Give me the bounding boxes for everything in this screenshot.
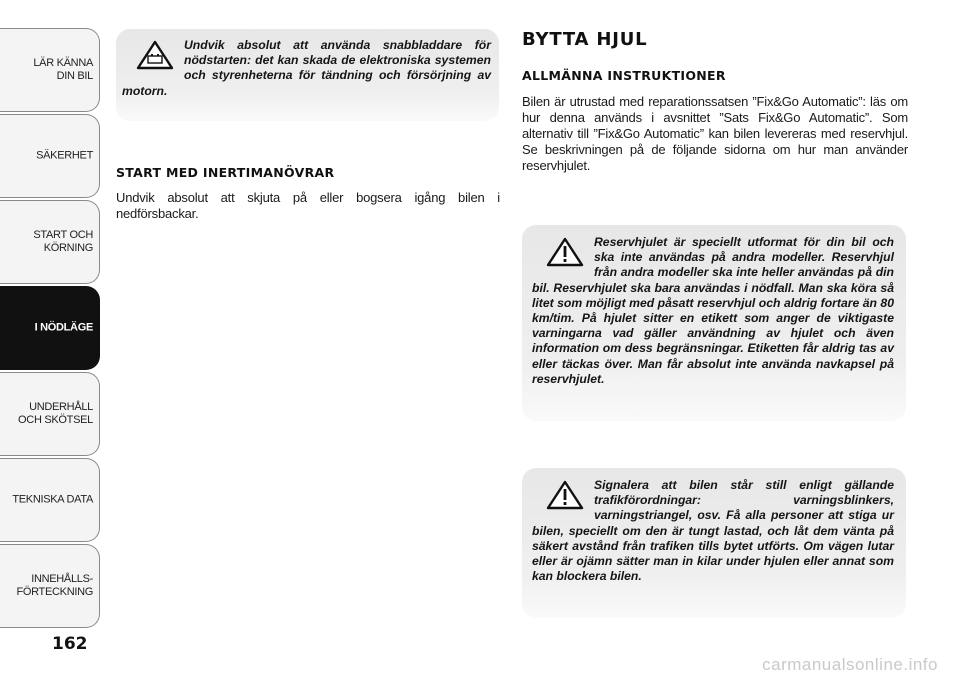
- tab-label: TEKNISKA DATA: [12, 493, 93, 506]
- warning-triangle-icon: [546, 237, 584, 267]
- battery-warning-text: Undvik absolut att använda snabbladdare för nödstarten: det kan skada de elektroniska systemen och styrenheterna för tändning och försörjning av motorn.: [122, 38, 491, 98]
- section-body-inertia-start: Undvik absolut att skjuta på eller bogsera igång bilen i nedförsbackar.: [116, 190, 500, 221]
- tab-lar-kanna-din-bil[interactable]: [0, 28, 100, 112]
- section-heading-inertia-start: START MED INERTIMANÖVRAR: [116, 165, 335, 180]
- general-instructions-body: Bilen är utrustad med reparationssatsen ”Fix&Go Automatic”: läs om hur denna används i avsnittet ”Sats Fix&Go Automatic”. Som alternativ till ”Fix&Go Automatic” kan bilen levereras med reservhjul. Se beskrivningen på de följande sidorna om hur man använder reservhjulet.: [522, 94, 908, 173]
- tab-label: LÄR KÄNNA DIN BIL: [33, 57, 93, 82]
- tab-label: START OCH KÖRNING: [33, 229, 93, 254]
- tab-label: SÄKERHET: [36, 149, 93, 162]
- battery-warning-icon: [136, 40, 174, 70]
- hazard-warning-text: Signalera att bilen står still enligt gällande trafikförordningar: varningsblinkers, varningstriangel, osv. Få alla personer att stiga ur bilen, speciellt om den är tungt lastad, och låt dem vänta på säkert avstånd från trafiken tills bytet utförts. Om vägen lutar eller är ojämn sätter man in kilar under hjulen eller annat som kan blockera bilen.: [532, 478, 894, 584]
- page-title: BYTTA HJUL: [522, 29, 648, 50]
- tab-underhall-och-skotsel[interactable]: [0, 372, 100, 456]
- spare-wheel-warning-box: [522, 225, 906, 421]
- tab-label: UNDERHÅLL OCH SKÖTSEL: [18, 401, 93, 426]
- battery-warning-box: [116, 29, 499, 121]
- page-number: 162: [52, 634, 88, 654]
- tab-i-nodlage[interactable]: [0, 286, 100, 370]
- hazard-warning-box: [522, 468, 906, 618]
- tab-label: INNEHÅLLS- FÖRTECKNING: [16, 573, 93, 598]
- tab-label: I NÖDLÄGE: [34, 321, 93, 334]
- spare-wheel-warning-text: Reservhjulet är speciellt utformat för din bil och ska inte användas på andra modeller. Reservhjul från andra modeller ska inte heller användas på din bil. Reservhjulet ska bara användas i nödfall. Man ska köra så litet som möjligt med påsatt reservhjul och aldrig fortare än 80 km/tim. På hjulet sitter en etikett som anger de viktigaste varningarna vad gäller användning av hjulet och även information om dess begränsningar. Etiketten får aldrig tas av eller täckas över. Man får absolut inte använda navkapsel på reservhjulet.: [532, 235, 894, 386]
- tab-tekniska-data[interactable]: [0, 458, 100, 542]
- tab-start-och-korning[interactable]: [0, 200, 100, 284]
- subheading-general-instructions: ALLMÄNNA INSTRUKTIONER: [522, 68, 726, 83]
- warning-triangle-icon: [546, 480, 584, 510]
- tab-innehallsforteckning[interactable]: [0, 544, 100, 628]
- tab-sakerhet[interactable]: [0, 114, 100, 198]
- watermark: carmanualsonline.info: [762, 655, 938, 674]
